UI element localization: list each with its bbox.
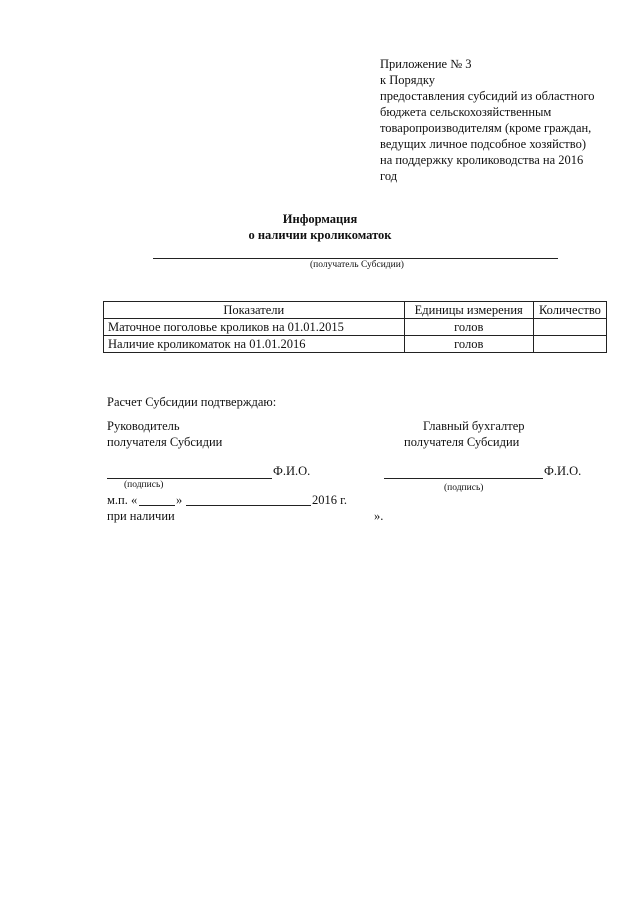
header-quantity: Количество (533, 302, 606, 319)
stamp-year: 2016 г. (312, 493, 347, 507)
stamp-condition: при наличии (107, 509, 175, 523)
right-signature-caption: (подпись) (444, 483, 484, 493)
left-role-line1: Руководитель (107, 419, 180, 433)
header-indicators: Показатели (104, 302, 405, 319)
stamp-quote-close: » (176, 493, 183, 507)
document-title: Информация (282, 212, 358, 226)
row-indicator: Наличие кроликоматок на 01.01.2016 (104, 336, 405, 353)
header-units: Единицы измерения (404, 302, 533, 319)
left-signature-line (107, 478, 272, 479)
day-blank-line (139, 505, 175, 506)
annex-line: бюджета сельскохозяйственным (380, 105, 552, 119)
annex-line: Приложение № 3 (380, 57, 472, 71)
annex-block (380, 56, 595, 184)
row-unit: голов (404, 336, 533, 353)
right-role-line1: Главный бухгалтер (423, 419, 525, 433)
annex-line: год (380, 169, 398, 183)
right-fio: Ф.И.О. (544, 464, 582, 478)
row-indicator: Маточное поголовье кроликов на 01.01.2015 (104, 319, 405, 336)
annex-line: ведущих личное подсобное хозяйство) (380, 137, 586, 151)
row-quantity (533, 336, 606, 353)
left-fio: Ф.И.О. (273, 464, 311, 478)
indicators-table (103, 301, 607, 353)
annex-line: на поддержку кролиководства на 2016 (380, 153, 584, 167)
document-subtitle: о наличии кроликоматок (248, 228, 392, 242)
table-row (104, 336, 607, 353)
annex-line: предоставления субсидий из областного (380, 89, 595, 103)
month-blank-line (186, 505, 311, 506)
recipient-line (153, 258, 558, 259)
closing-quote: ». (374, 509, 384, 523)
annex-line: к Порядку (380, 73, 435, 87)
recipient-caption: (получатель Субсидии) (310, 260, 404, 270)
row-unit: голов (404, 319, 533, 336)
annex-line: товаропроизводителям (кроме граждан, (380, 121, 592, 135)
left-signature-caption: (подпись) (124, 480, 164, 490)
row-quantity (533, 319, 606, 336)
table-header-row (104, 302, 607, 319)
right-signature-line (384, 478, 543, 479)
right-role-line2: получателя Субсидии (404, 435, 520, 449)
table-row (104, 319, 607, 336)
stamp-prefix: м.п. « (107, 493, 138, 507)
left-role-line2: получателя Субсидии (107, 435, 223, 449)
confirm-text: Расчет Субсидии подтверждаю: (107, 395, 277, 409)
